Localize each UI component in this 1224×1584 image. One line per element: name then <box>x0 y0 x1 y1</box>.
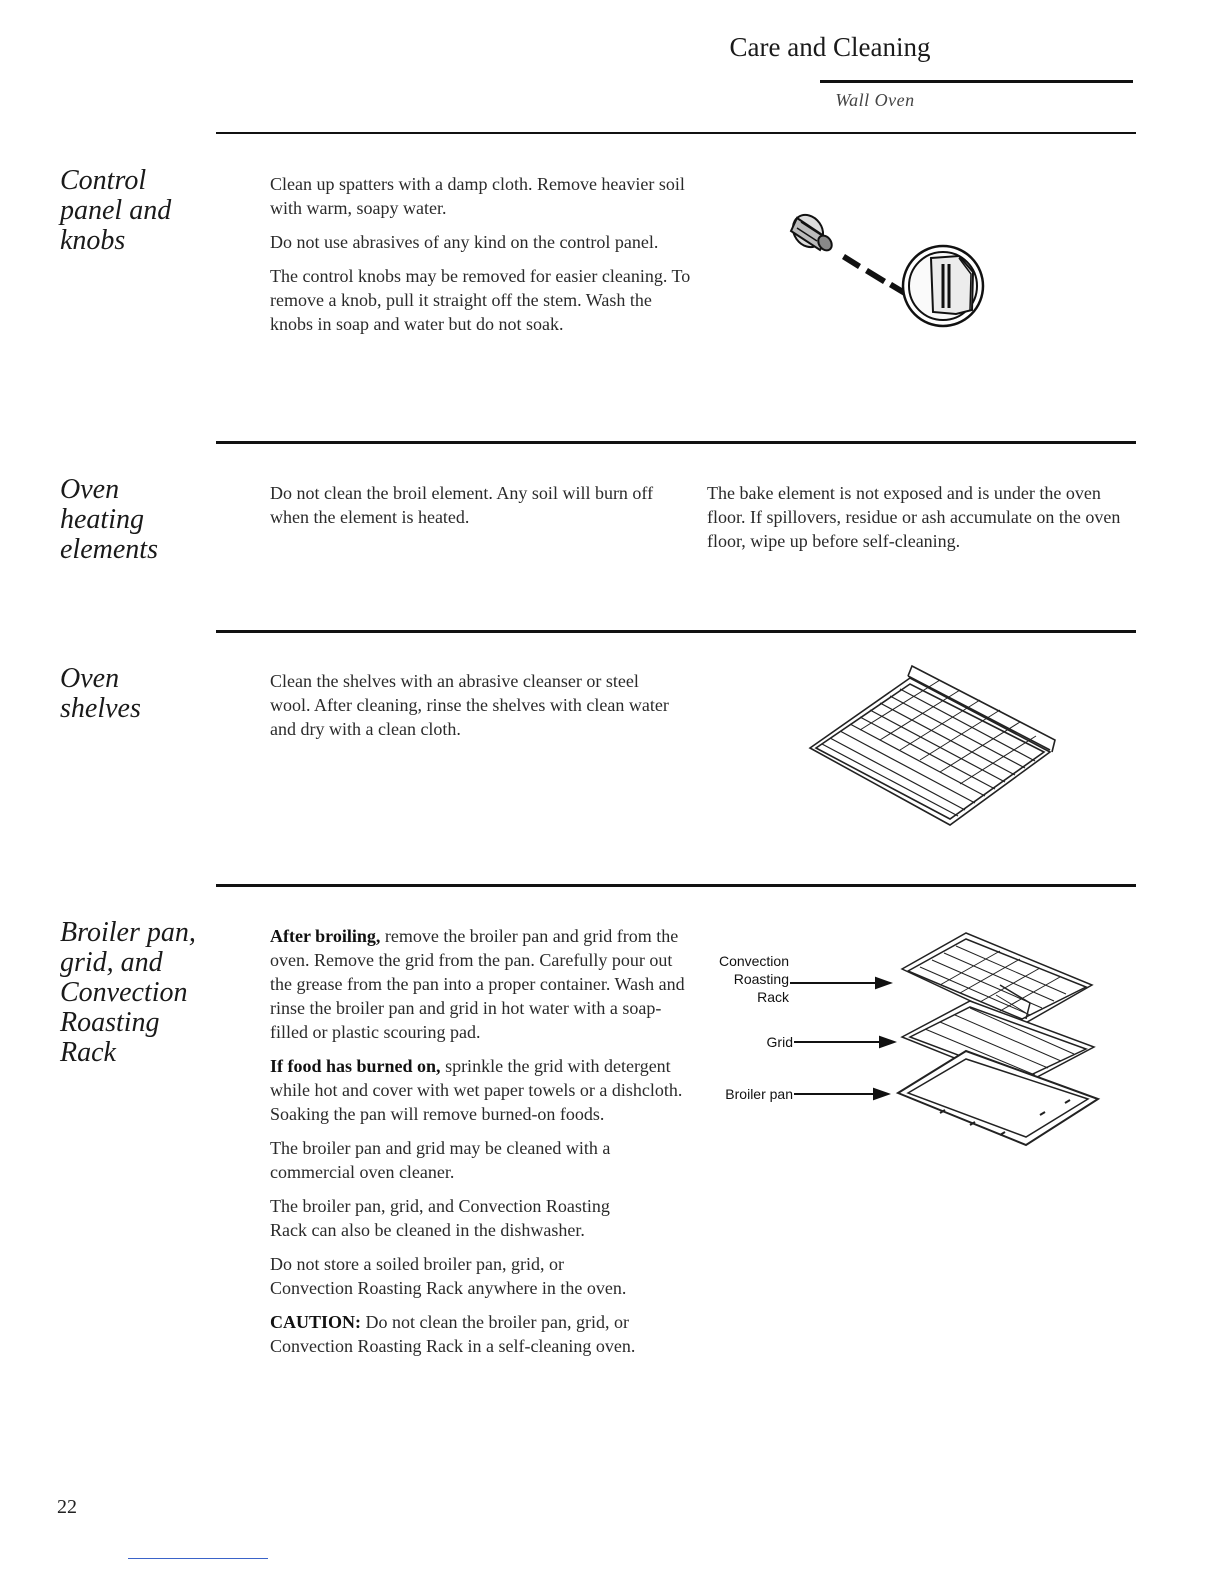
section-divider <box>216 132 1136 134</box>
control-text <box>270 172 695 346</box>
paragraph: Clean the shelves with an abrasive cleanser or steel wool. After cleaning, rinse the shelves with clean water and dry with a clean cloth. <box>270 671 669 739</box>
section-title-shelves <box>60 664 230 724</box>
paragraph: Do not clean the broil element. Any soil will burn off when the element is heated. <box>270 483 654 527</box>
section-title-line: Roasting <box>60 1007 160 1038</box>
broiler-text <box>270 924 695 1368</box>
paragraph: Clean up spatters with a damp cloth. Remove heavier soil with warm, soapy water. <box>270 174 685 218</box>
paragraph-body: sprinkle the grid with detergent while hot and cover with wet paper towels or a dishcloth. Soaking the pan will remove burned-on foods. <box>270 1056 683 1124</box>
bold-lead: After broiling, <box>270 926 381 946</box>
section-title-line: shelves <box>60 693 141 724</box>
knob-stem <box>787 209 835 253</box>
paragraph: The broiler pan and grid may be cleaned with a commercial oven cleaner. <box>270 1138 611 1182</box>
paragraph: Do not use abrasives of any kind on the control panel. <box>270 232 659 252</box>
section-title-broiler <box>60 918 230 1068</box>
paragraph <box>270 1310 650 1358</box>
paragraph: The broiler pan, grid, and Convection Roasting Rack can also be cleaned in the dishwasher. <box>270 1196 610 1240</box>
label-line: Rack <box>757 989 789 1005</box>
footer-link-line <box>128 1558 268 1559</box>
bold-lead: CAUTION: <box>270 1312 362 1332</box>
knob <box>903 246 983 326</box>
section-title-line: elements <box>60 534 158 565</box>
paragraph-body: remove the broiler pan and grid from the oven. Remove the grid from the pan. Carefully pour out the grease from the pan into a proper container. Wash and rinse the broiler pan and grid in hot water with a soap-filled or plastic scouring pad. <box>270 926 685 1042</box>
page-title: Care and Cleaning <box>729 32 931 62</box>
arrow-dashes <box>842 254 907 296</box>
heating-text-left <box>270 481 680 539</box>
section-title-line: Control <box>60 165 147 196</box>
broiler-pan <box>898 1051 1098 1145</box>
page-subtitle: Wall Oven <box>835 90 915 110</box>
section-title-line: panel and <box>60 195 172 226</box>
section-title-line: Convection <box>60 977 188 1008</box>
paragraph-body: Do not clean the broiler pan, grid, or Convection Roasting Rack in a self-cleaning oven. <box>270 1312 636 1356</box>
oven-shelf-illustration <box>800 660 1070 835</box>
section-title-line: Broiler pan, <box>60 917 196 948</box>
paragraph <box>270 924 695 1044</box>
paragraph <box>270 1054 695 1126</box>
paragraph: The control knobs may be removed for easier cleaning. To remove a knob, pull it straight off the stem. Wash the knobs in soap and water but do not soak. <box>270 266 691 334</box>
section-divider <box>216 630 1136 633</box>
section-title-control <box>60 166 230 256</box>
section-title-line: knobs <box>60 225 126 256</box>
section-title-line: heating <box>60 504 144 535</box>
paragraph: Do not store a soiled broiler pan, grid, or Convection Roasting Rack anywhere in the oven. <box>270 1254 627 1298</box>
section-title-line: Oven <box>60 663 120 694</box>
shelves-text <box>270 669 680 751</box>
section-title-line: Rack <box>60 1037 116 1068</box>
knob-illustration <box>775 198 1015 348</box>
section-title-heating <box>60 475 230 565</box>
broiler-illustration <box>790 925 1110 1155</box>
page-number: 22 <box>57 1496 77 1518</box>
label-broiler-pan: Broiler pan <box>725 1086 793 1102</box>
section-divider <box>216 884 1136 887</box>
section-title-line: Oven <box>60 474 120 505</box>
label-line: Roasting <box>733 971 789 987</box>
section-title-line: grid, and <box>60 947 163 978</box>
paragraph: The bake element is not exposed and is under the oven floor. If spillovers, residue or ash accumulate on the oven floor, wipe up before self-cleaning. <box>707 483 1121 551</box>
bold-lead: If food has burned on, <box>270 1056 441 1076</box>
label-convection-rack <box>700 952 789 1006</box>
header-rule <box>820 80 1133 83</box>
section-divider <box>216 441 1136 444</box>
label-grid: Grid <box>766 1034 793 1050</box>
label-line: Convection <box>718 953 789 969</box>
heating-text-right <box>707 481 1127 563</box>
label-arrows <box>790 978 894 1099</box>
